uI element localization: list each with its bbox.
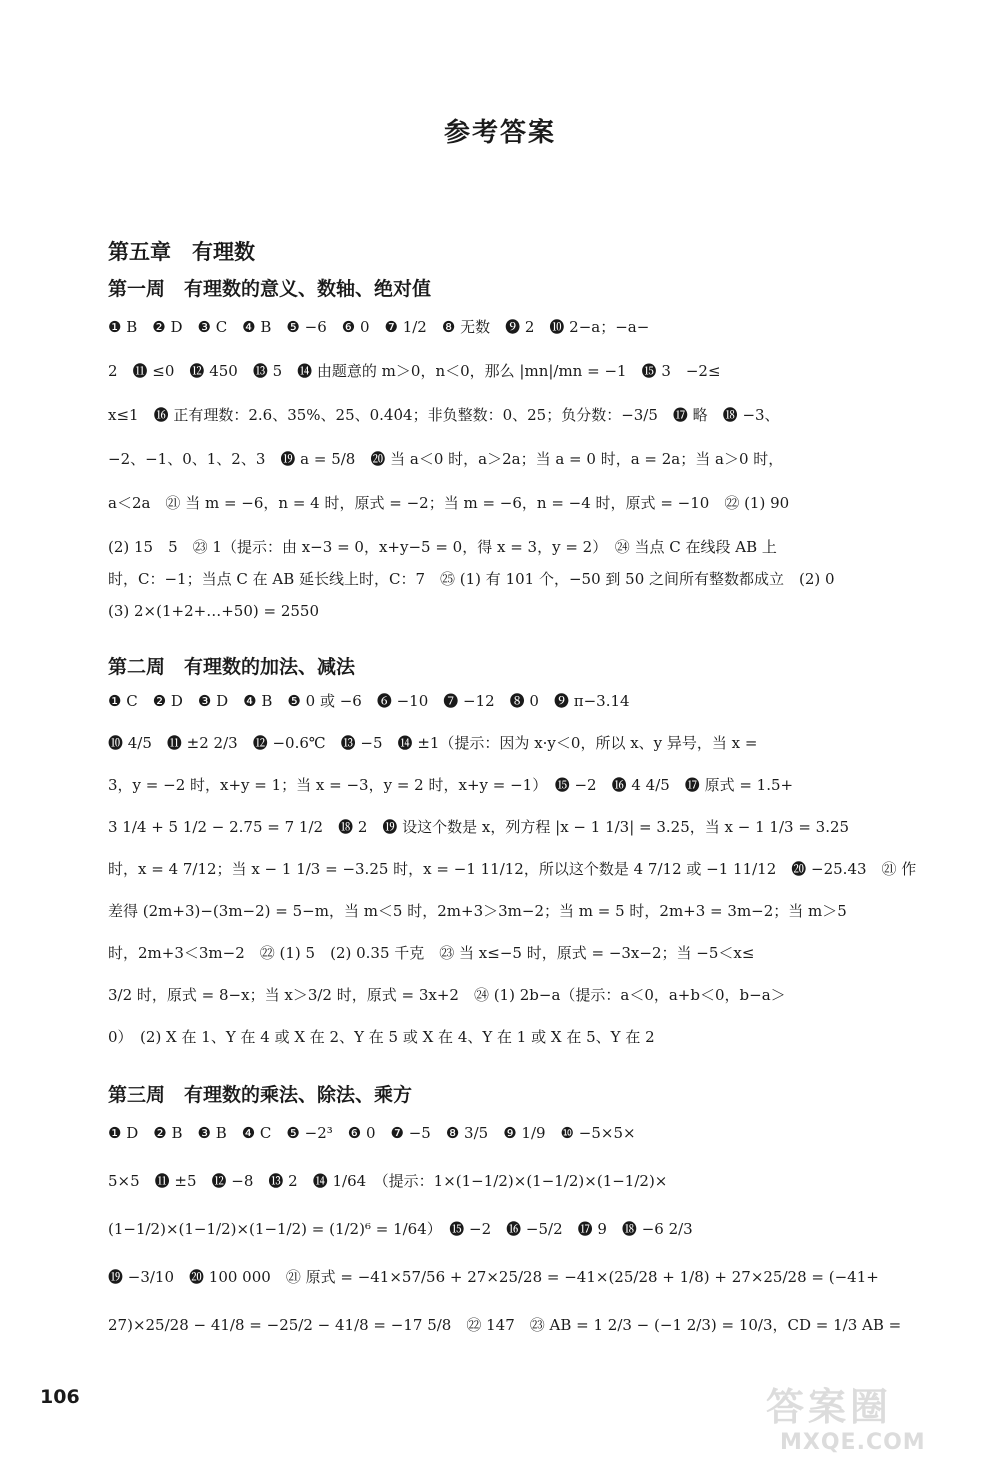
answer-line: ❶ B ❷ D ❸ C ❹ B ❺ −6 ❻ 0 ❼ 1/2 ❽ 无数 ❾ 2 ❿ 2−a；−a−	[108, 318, 650, 336]
week1-heading: 第一周 有理数的意义、数轴、绝对值	[108, 278, 432, 300]
watermark-url: MXQE.COM	[780, 1430, 926, 1455]
answer-line: ❿ 4/5 ⓫ ±2 2/3 ⓬ −0.6℃ ⓭ −5 ⓮ ±1（提示：因为 x·y＜0，所以 x、y 异号，当 x =	[108, 734, 758, 752]
answer-line: 3/2 时，原式 = 8−x；当 x＞3/2 时，原式 = 3x+2 ㉔ (1) 2b−a（提示：a＜0，a+b＜0，b−a＞	[108, 986, 786, 1004]
answer-line: 时，2m+3＜3m−2 ㉒ (1) 5 (2) 0.35 千克 ㉓ 当 x≤−5 时，原式 = −3x−2；当 −5＜x≤	[108, 944, 755, 962]
answer-line: 3，y = −2 时，x+y = 1；当 x = −3，y = 2 时，x+y = −1） ⓯ −2 ⓰ 4 4/5 ⓱ 原式 = 1.5+	[108, 776, 794, 794]
week3-answers	[108, 1118, 930, 1358]
week1-answers	[108, 312, 930, 628]
answer-line: 0） (2) X 在 1、Y 在 4 或 X 在 2、Y 在 5 或 X 在 4、Y 在 1 或 X 在 5、Y 在 2	[108, 1028, 655, 1046]
answer-line: 5×5 ⓫ ±5 ⓬ −8 ⓭ 2 ⓮ 1/64 （提示：1×(1−1/2)×(1−1/2)×(1−1/2)×	[108, 1172, 668, 1190]
answer-line: ❶ C ❷ D ❸ D ❹ B ❺ 0 或 −6 ❻ −10 ❼ −12 ❽ 0 ❾ π−3.14	[108, 692, 630, 710]
answer-line: 差得 (2m+3)−(3m−2) = 5−m，当 m＜5 时，2m+3＞3m−2；当 m = 5 时，2m+3 = 3m−2；当 m＞5	[108, 902, 847, 920]
answer-line: (3) 2×(1+2+…+50) = 2550	[108, 602, 319, 620]
answer-line: 时，x = 4 7/12；当 x − 1 1/3 = −3.25 时，x = −1 11/12，所以这个数是 4 7/12 或 −1 11/12 ⓴ −25.43 ㉑ 作	[108, 860, 917, 878]
chapter-heading: 第五章 有理数	[108, 240, 255, 264]
answer-line: ❶ D ❷ B ❸ B ❹ C ❺ −2³ ❻ 0 ❼ −5 ❽ 3/5 ❾ 1/9 ❿ −5×5×	[108, 1124, 636, 1142]
answer-line: (1−1/2)×(1−1/2)×(1−1/2) = (1/2)⁶ = 1/64） ⓯ −2 ⓰ −5/2 ⓱ 9 ⓲ −6 2/3	[108, 1220, 693, 1238]
watermark-logo	[766, 1385, 966, 1463]
answer-line: a＜2a ㉑ 当 m = −6，n = 4 时，原式 = −2；当 m = −6，n = −4 时，原式 = −10 ㉒ (1) 90	[108, 494, 790, 512]
answer-line: (2) 15 5 ㉓ 1（提示：由 x−3 = 0，x+y−5 = 0，得 x = 3，y = 2） ㉔ 当点 C 在线段 AB 上	[108, 538, 777, 556]
week2-answers	[108, 686, 930, 1054]
watermark-text: 答案圈	[766, 1385, 893, 1429]
answer-line: −2、−1、0、1、2、3 ⓳ a = 5/8 ⓴ 当 a＜0 时，a＞2a；当 a = 0 时，a = 2a；当 a＞0 时，	[108, 450, 784, 468]
answer-line: ⓳ −3/10 ⓴ 100 000 ㉑ 原式 = −41×57/56 + 27×25/28 = −41×(25/28 + 1/8) + 27×25/28 = (−41+	[108, 1268, 879, 1286]
week3-heading: 第三周 有理数的乘法、除法、乘方	[108, 1084, 413, 1106]
answer-line: 2 ⓫ ≤0 ⓬ 450 ⓭ 5 ⓮ 由题意的 m＞0，n＜0，那么 |mn|/mn = −1 ⓯ 3 −2≤	[108, 362, 721, 380]
page-title: 参考答案	[443, 118, 556, 148]
answer-line: 27)×25/28 − 41/8 = −25/2 − 41/8 = −17 5/8 ㉒ 147 ㉓ AB = 1 2/3 − (−1 2/3) = 10/3，CD = 1/3 AB =	[108, 1316, 902, 1334]
week2-heading: 第二周 有理数的加法、减法	[108, 656, 356, 678]
answer-line: 时，C：−1；当点 C 在 AB 延长线上时，C：7 ㉕ (1) 有 101 个，−50 到 50 之间所有整数都成立 (2) 0	[108, 570, 835, 588]
answer-line: x≤1 ⓰ 正有理数：2.6、35%、25、0.4̇0̇4；非负整数：0、25；负分数：−3/5 ⓱ 略 ⓲ −3、	[108, 406, 780, 424]
answer-line: 3 1/4 + 5 1/2 − 2.75 = 7 1/2 ⓲ 2 ⓳ 设这个数是 x，列方程 |x − 1 1/3| = 3.25，当 x − 1 1/3 = 3.25	[108, 818, 850, 836]
page-number: 106	[40, 1386, 80, 1408]
